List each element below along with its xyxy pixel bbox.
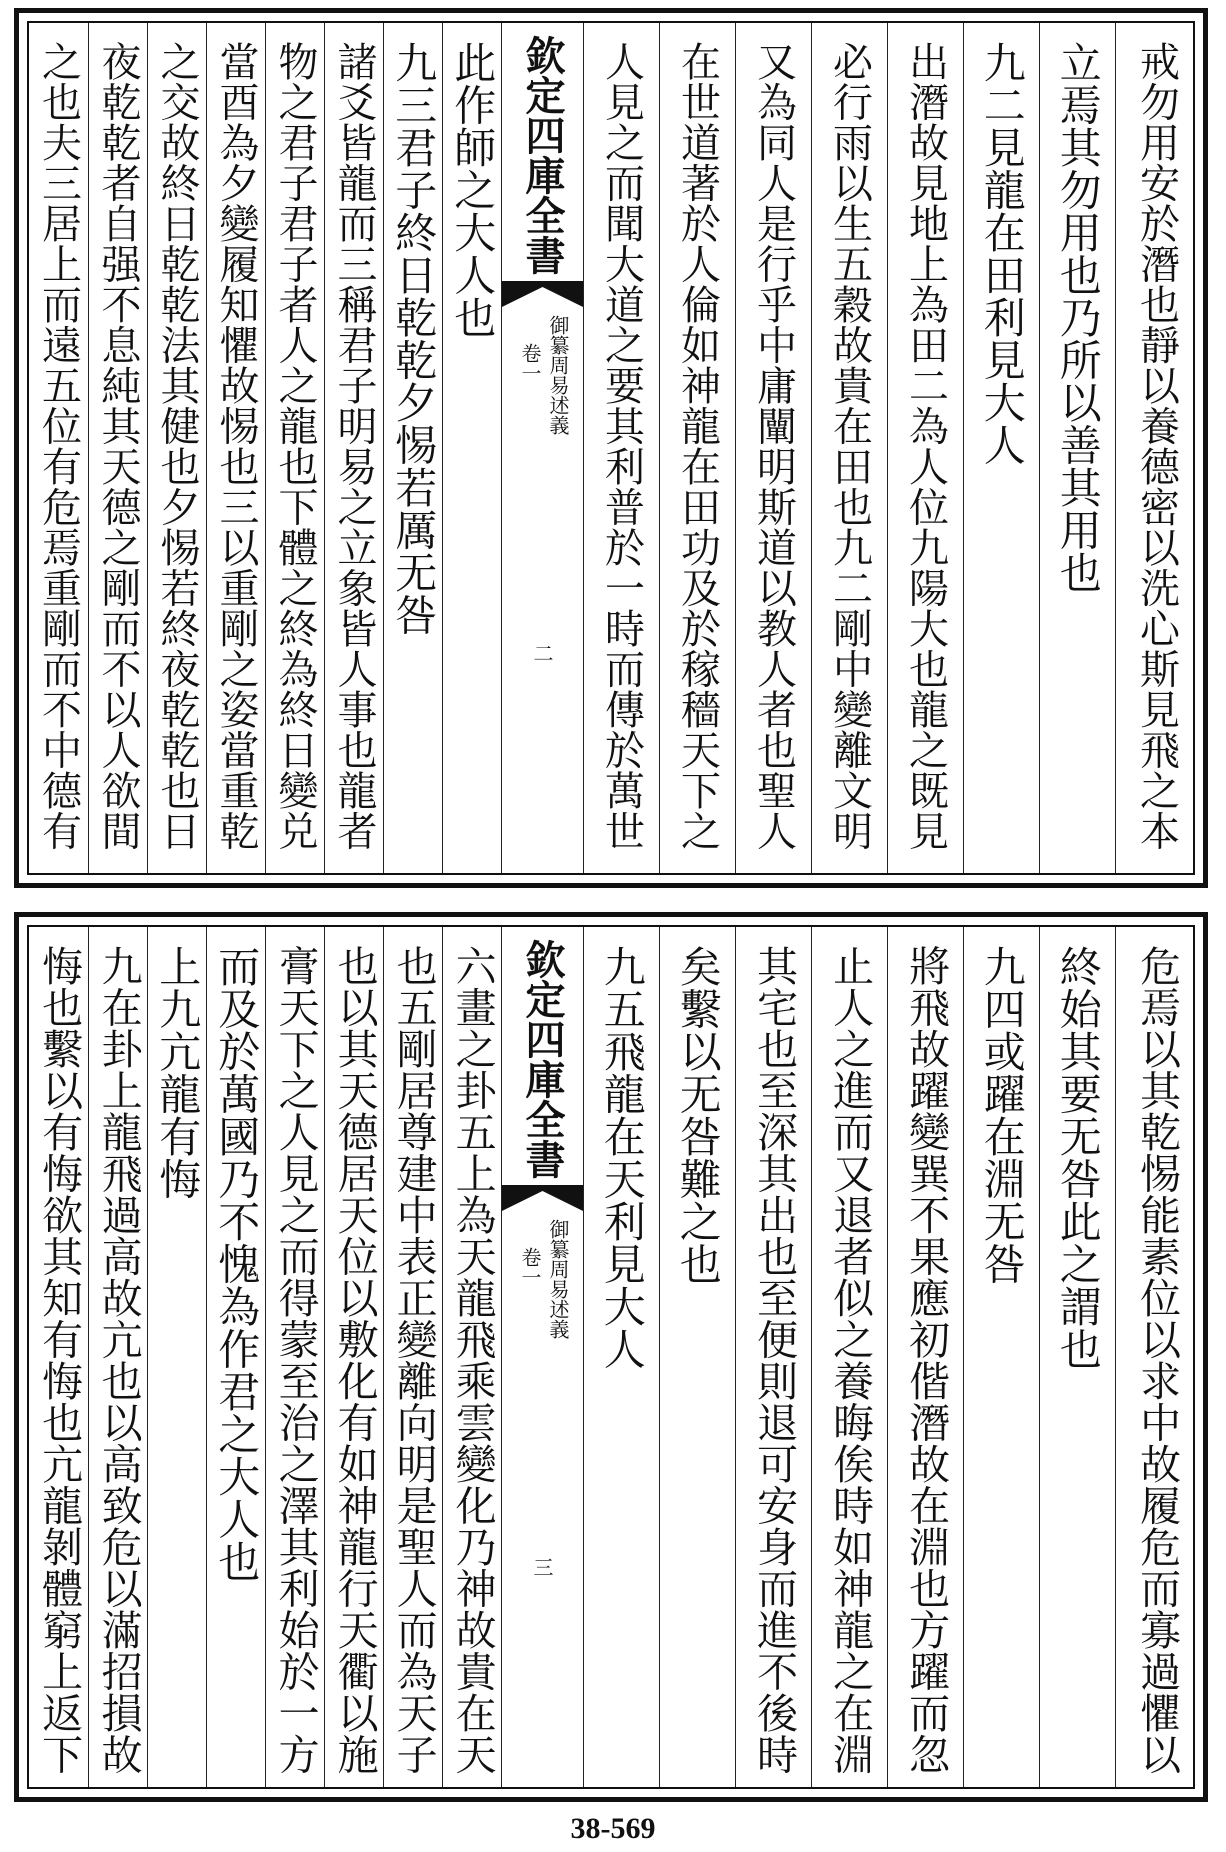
- lower-column-11-text: 也以其天德居天位以敷化有如神龍行天衢以施: [330, 945, 379, 1775]
- upper-column-4: [887, 23, 963, 873]
- lower-column-16-text: 悔也繫以有悔欲其知有悔也亢龍剝體窮上返下: [35, 945, 84, 1775]
- lower-column-10: [383, 927, 442, 1787]
- lower-column-5: [811, 927, 887, 1787]
- lower-volume: 卷一: [518, 1247, 542, 1287]
- lower-column-7-text: 矣繫以无咎難之也: [673, 945, 723, 1285]
- page-footer-number: 38-569: [570, 1812, 656, 1845]
- upper-column-12-text: 物之君子君子者人之龍也下體之終為終日變兑: [272, 41, 318, 851]
- lower-column-6-text: 其宅也至深其出也至便則退可安身而進不後時: [750, 945, 799, 1775]
- upper-column-16-text: 之也夫三居上而遠五位有危焉重剛而不中德有: [35, 41, 82, 851]
- upper-column-2-text: 立焉其勿用也乃所以善其用也: [1053, 41, 1103, 594]
- upper-column-12: [265, 23, 324, 873]
- lower-center-fold: [501, 927, 583, 1787]
- lower-column-14-text: 上九亢龍有悔: [153, 945, 203, 1200]
- upper-column-5-text: 必行雨以生五穀故貴在田也九二剛中變離文明: [826, 41, 873, 851]
- lower-column-4-text: 將飛故躍變巽不果應初偕潛故在淵也方躍而忽: [902, 945, 951, 1775]
- lower-column-10-text: 也五剛居尊建中表正變離向明是聖人而為天子: [389, 945, 438, 1775]
- lower-column-2-text: 終始其要无咎此之謂也: [1053, 945, 1103, 1370]
- upper-column-10: [383, 23, 442, 873]
- lower-fish-tail-top: [502, 1185, 583, 1211]
- upper-page-frame: [27, 21, 1195, 875]
- lower-column-13: [206, 927, 265, 1787]
- upper-column-9-text: 此作師之大人也: [448, 41, 498, 339]
- upper-column-15-text: 夜乾乾者自强不息純其天德之剛而不以人欲間: [95, 41, 141, 851]
- upper-running-title: 欽定四庫全書: [519, 35, 566, 275]
- upper-column-1-text: 戒勿用安於潛也靜以養德密以洗心斯見飛之本: [1133, 41, 1180, 851]
- lower-column-5-text: 止人之進而又退者似之養晦俟時如神龍之在淵: [826, 945, 875, 1775]
- upper-column-13: [206, 23, 265, 873]
- lower-column-8-text: 九五飛龍在天利見大人: [597, 945, 647, 1370]
- upper-column-9: [442, 23, 501, 873]
- lower-column-15: [88, 927, 147, 1787]
- upper-column-8: [583, 23, 659, 873]
- upper-page: [14, 8, 1208, 888]
- upper-volume: 卷一: [518, 343, 542, 383]
- upper-column-10-text: 九三君子終日乾乾夕惕若厲无咎: [389, 41, 439, 636]
- lower-column-9: [442, 927, 501, 1787]
- lower-column-11: [324, 927, 383, 1787]
- lower-column-3: [963, 927, 1039, 1787]
- lower-page: [14, 912, 1208, 1802]
- upper-column-5: [811, 23, 887, 873]
- lower-column-16: [29, 927, 88, 1787]
- upper-column-4-text: 出潛故見地上為田二為人位九陽大也龍之既見: [902, 41, 949, 851]
- lower-column-4: [887, 927, 963, 1787]
- upper-column-7-text: 在世道著於人倫如神龍在田功及於稼穡天下之: [674, 41, 721, 851]
- lower-column-8: [583, 927, 659, 1787]
- upper-fish-tail-top: [502, 281, 583, 307]
- lower-column-1-text: 危焉以其乾惕能素位以求中故履危而寡過懼以: [1133, 945, 1182, 1775]
- lower-column-7: [659, 927, 735, 1787]
- upper-page-number: 二: [530, 643, 554, 663]
- lower-column-3-text: 九四或躍在淵无咎: [977, 945, 1027, 1285]
- upper-column-16: [29, 23, 88, 873]
- upper-column-6-text: 又為同人是行乎中庸闡明斯道以教人者也聖人: [750, 41, 797, 851]
- lower-column-15-text: 九在卦上龍飛過高故亢也以高致危以滿招損故: [94, 945, 143, 1775]
- lower-page-frame: [27, 925, 1195, 1789]
- lower-column-1: [1115, 927, 1197, 1787]
- lower-column-12-text: 膏天下之人見之而得蒙至治之澤其利始於一方: [271, 945, 320, 1775]
- upper-column-3-text: 九二見龍在田利見大人: [977, 41, 1027, 466]
- lower-running-title: 欽定四庫全書: [519, 939, 566, 1179]
- upper-book-title: 御纂周易述義: [546, 315, 570, 435]
- upper-column-11: [324, 23, 383, 873]
- upper-column-3: [963, 23, 1039, 873]
- upper-column-8-text: 人見之而聞大道之要其利普於一時而傳於萬世: [598, 41, 645, 851]
- lower-column-12: [265, 927, 324, 1787]
- lower-column-14: [147, 927, 206, 1787]
- lower-column-2: [1039, 927, 1115, 1787]
- lower-column-13-text: 而及於萬國乃不愧為作君之大人也: [212, 945, 262, 1583]
- upper-column-14-text: 之交故終日乾乾法其健也夕惕若終夜乾乾也日: [154, 41, 200, 851]
- upper-column-1: [1115, 23, 1197, 873]
- upper-column-13-text: 當酉為夕變履知懼故惕也三以重剛之姿當重乾: [213, 41, 259, 851]
- lower-book-title: 御纂周易述義: [546, 1219, 570, 1339]
- lower-column-9-text: 六畫之卦五上為天龍飛乘雲變化乃神故貴在天: [448, 945, 497, 1775]
- upper-column-11-text: 諸爻皆龍而三稱君子明易之立象皆人事也龍者: [331, 41, 377, 851]
- lower-column-6: [735, 927, 811, 1787]
- lower-page-number: 三: [530, 1557, 554, 1577]
- upper-column-15: [88, 23, 147, 873]
- upper-center-fold: [501, 23, 583, 873]
- upper-column-6: [735, 23, 811, 873]
- upper-column-14: [147, 23, 206, 873]
- upper-column-2: [1039, 23, 1115, 873]
- upper-column-7: [659, 23, 735, 873]
